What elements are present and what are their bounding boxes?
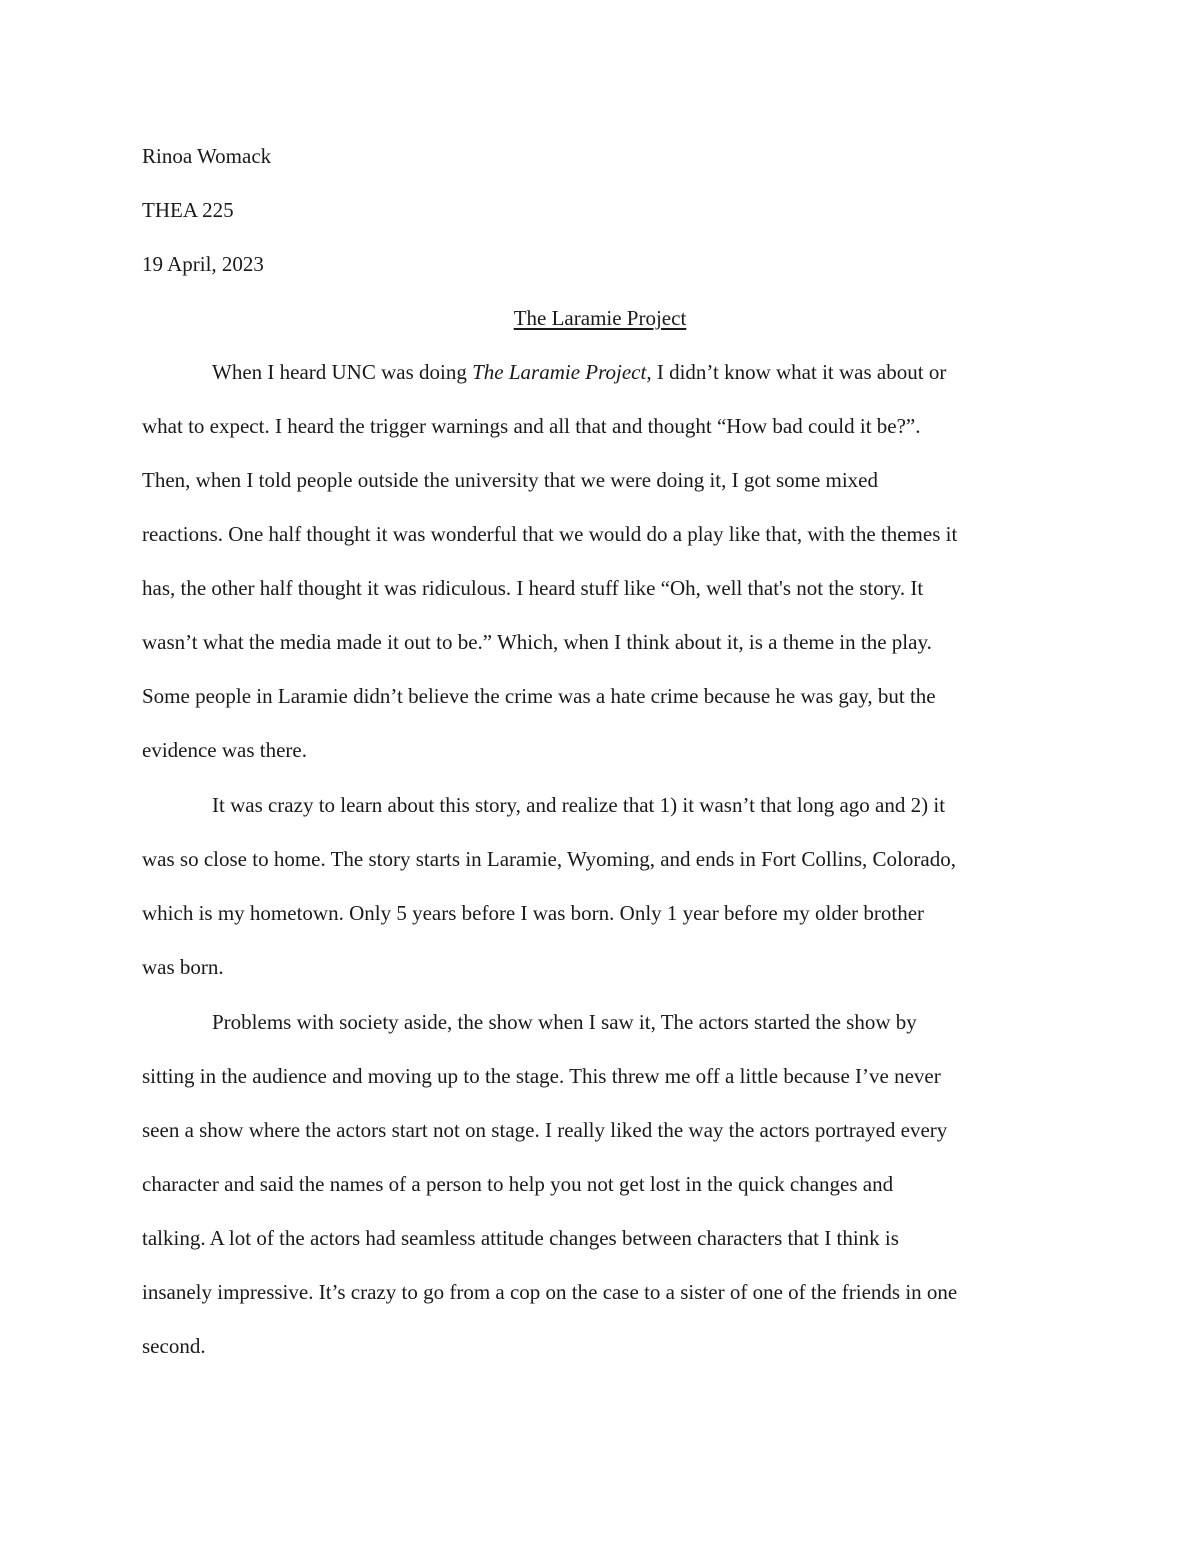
body-line: second. — [142, 1334, 206, 1358]
body-line: which is my hometown. Only 5 years before I was born. Only 1 year before my older brother — [142, 901, 925, 925]
essay-title: The Laramie Project — [513, 306, 687, 330]
document-date: 19 April, 2023 — [142, 252, 264, 276]
line-text: When I heard UNC was doing — [212, 360, 473, 384]
body-line: what to expect. I heard the trigger warnings and all that and thought “How bad could it be?”. — [142, 414, 921, 438]
body-line: Some people in Laramie didn’t believe the crime was a hate crime because he was gay, but the — [142, 684, 936, 708]
play-title-italic: The Laramie Project, — [472, 360, 652, 384]
body-line: reactions. One half thought it was wonderful that we would do a play like that, with the themes it — [142, 522, 958, 546]
body-line: has, the other half thought it was ridiculous. I heard stuff like “Oh, well that's not the story. It — [142, 576, 924, 600]
body-line: sitting in the audience and moving up to the stage. This threw me off a little because I’ve never — [142, 1064, 941, 1088]
author-name: Rinoa Womack — [142, 144, 272, 168]
body-line — [212, 358, 946, 386]
course-code: THEA 225 — [142, 198, 234, 222]
body-line: evidence was there. — [142, 738, 307, 762]
body-line: was so close to home. The story starts in Laramie, Wyoming, and ends in Fort Collins, Colorado, — [142, 847, 956, 871]
body-line: insanely impressive. It’s crazy to go from a cop on the case to a sister of one of the friends in one — [142, 1280, 958, 1304]
line-text: I didn’t know what it was about or — [651, 360, 947, 384]
body-line: wasn’t what the media made it out to be.” Which, when I think about it, is a theme in the play. — [142, 630, 932, 654]
body-line: talking. A lot of the actors had seamless attitude changes between characters that I think is — [142, 1226, 899, 1250]
body-line: Then, when I told people outside the university that we were doing it, I got some mixed — [142, 468, 879, 492]
body-line: Problems with society aside, the show when I saw it, The actors started the show by — [212, 1010, 917, 1034]
body-line: character and said the names of a person to help you not get lost in the quick changes and — [142, 1172, 894, 1196]
body-line: It was crazy to learn about this story, and realize that 1) it wasn’t that long ago and 2) it — [212, 793, 946, 817]
body-line: seen a show where the actors start not on stage. I really liked the way the actors portrayed every — [142, 1118, 948, 1142]
body-line: was born. — [142, 955, 224, 979]
